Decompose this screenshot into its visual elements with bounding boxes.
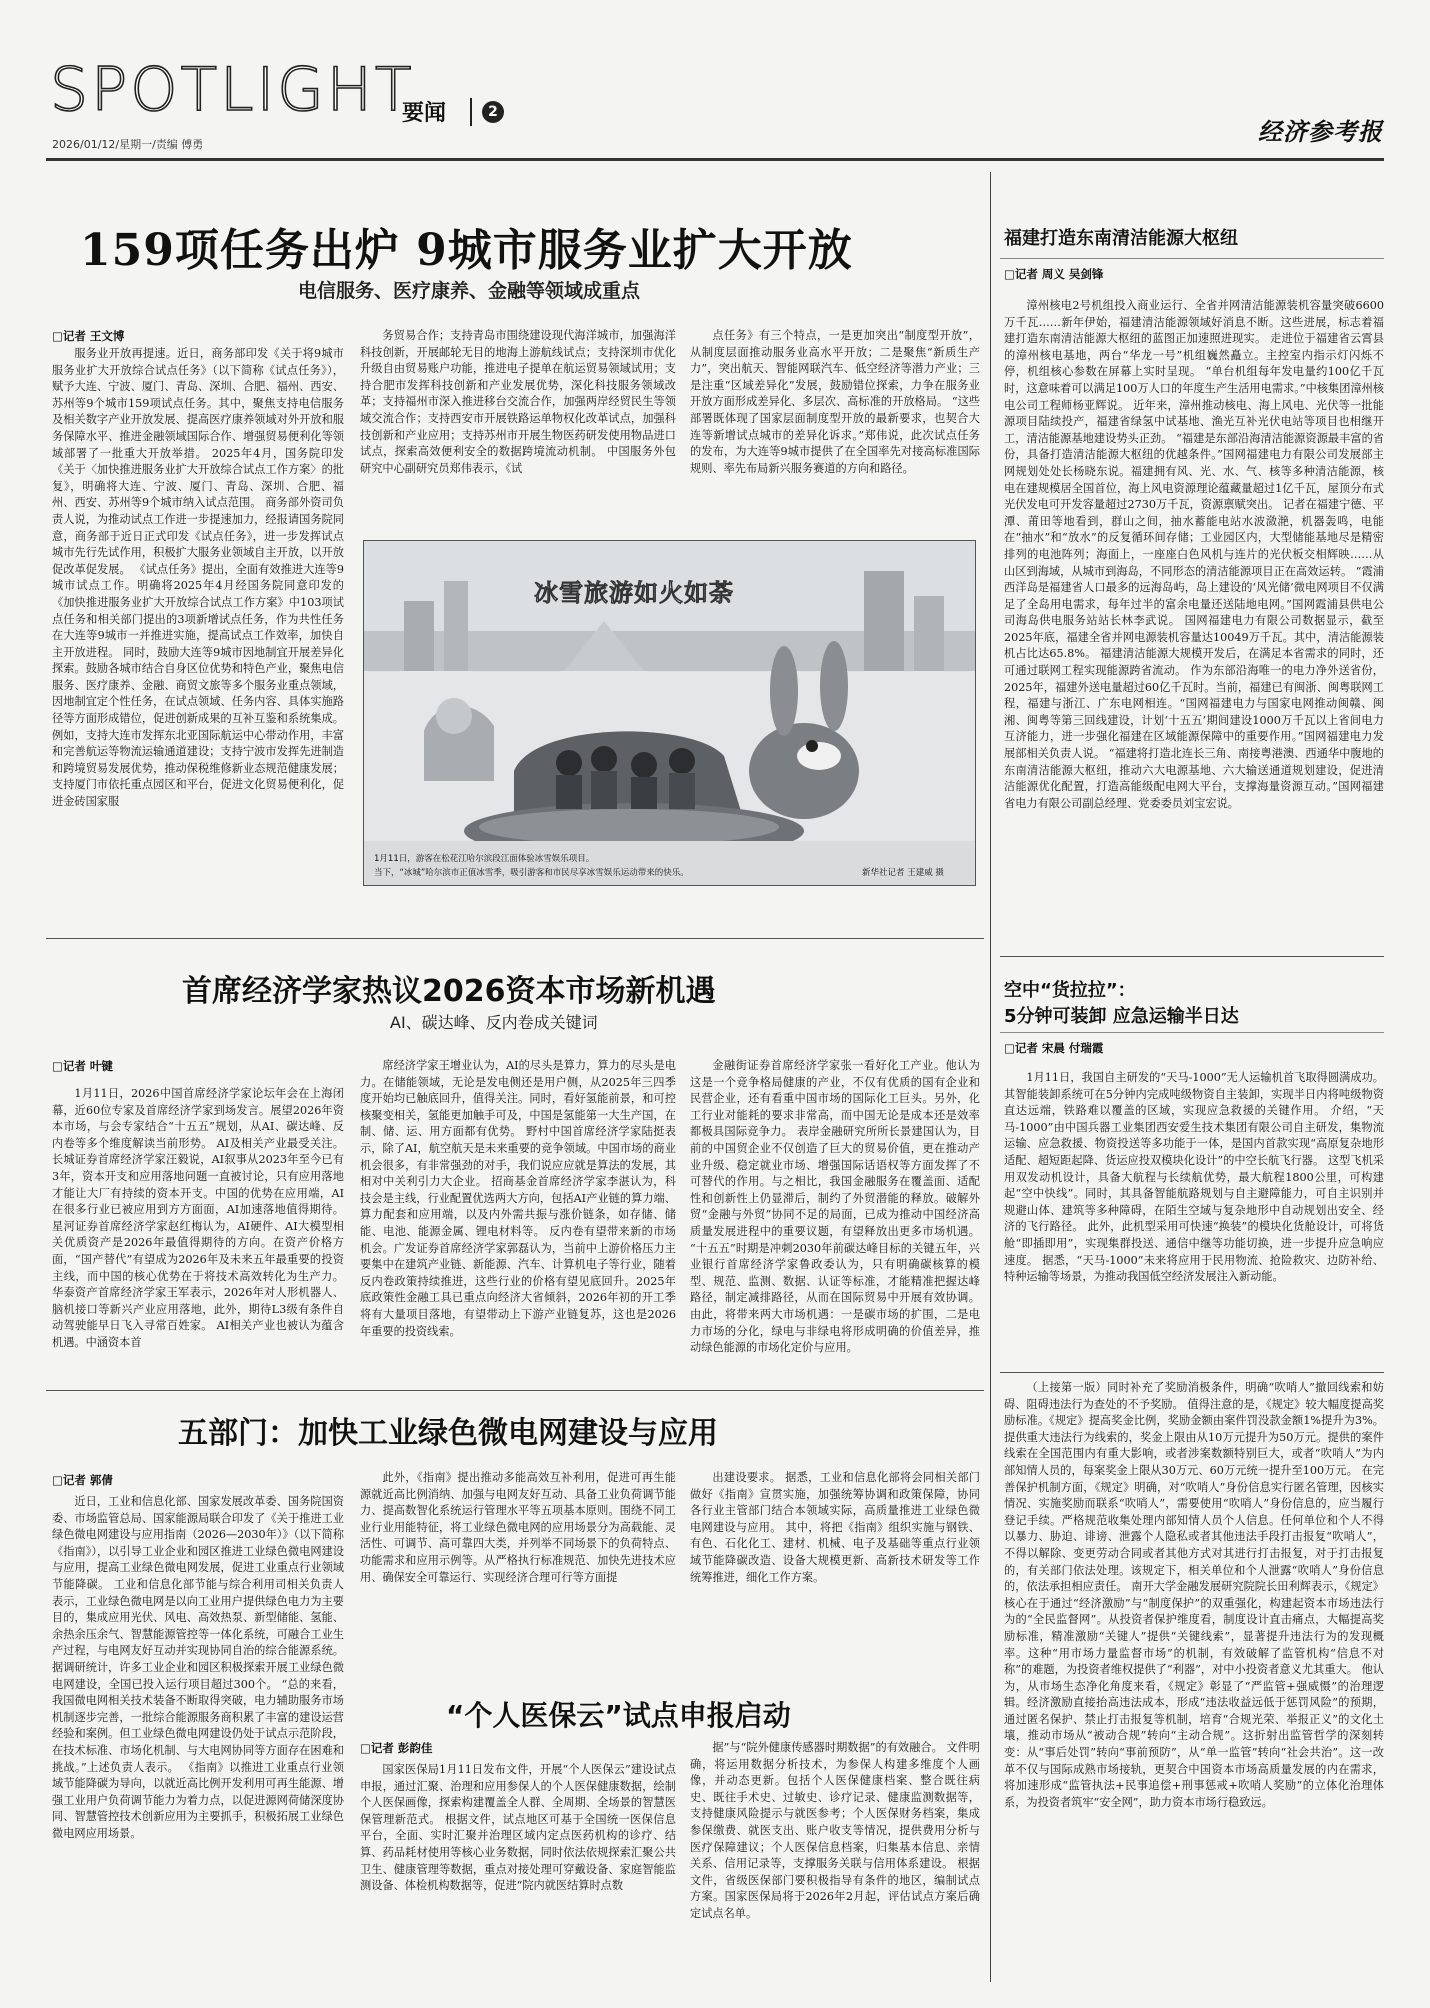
story1-column-1: 服务业开放再提速。近日，商务部印发《关于将9城市服务业扩大开放综合试点任务》（以下简称《试点任务》），赋予大连、宁波、厦门、青岛、深圳、合肥、福州、西安、苏州等9个城市159项试点任务。其中，聚焦支持电信服务及相关数字产业开放发展、提高医疗康养领域对外开放和服务保障水平、推进金融领域国际合作、增强贸易便利化等领域部署了一批重大开放举措。 2025年4月，国务院印发《关于〈加快推进服务业扩大开放综合试点工作方案〉的批复》，明确将大连、宁波、厦门、青岛、深圳、合肥、福州、西安、苏州等9个城市纳入试点范围。 商务部外资司负责人说，为推动试点工作进一步提速加力，经报请国务院同意，商务部于近日正式印发《试点任务》，进一步发挥试点城市先行先试作用，积极扩大服务业领域自主开放，以开放促改革促发展。 《试点任务》提出，全面有效推进大连等9城市试点工作。明确将2025年4月经国务院同意印发的《加快推进服务业扩大开放综合试点工作方案》中103项试点任务和相关部门提出的3项新增试点任务，作为共性任务在大连等9城市一并推进实施，提高试点工作效率，加快自主开放进程。 同时，鼓励大连等9城市因地制宜开展差异化探索。鼓励各城市结合自身区位优势和特色产业，聚焦电信服务、医疗康养、金融、商贸文旅等多个服务业重点领域，因地制宜定个性任务，在试点领域、任务内容、具体实施路径等方面形成错位，促进创新成果的互补互鉴和系统集成。 例如，支持大连市发挥东北亚国际航运中心带动作用，丰富和完善航运等物流运输通道建设；支持宁波市发挥先进制造和跨境贸易发展优势，推动保税维修新业态规范健康发展；支持厦门市依托重点园区和平台，促进文化贸易便利化，促进金砖国家服: [52, 347, 344, 809]
side2-bottom-rule: [1000, 1372, 1384, 1373]
story3-column-3: 出建设要求。 据悉，工业和信息化部将会同相关部门做好《指南》宣贯实施，加强统筹协调和政策保障，协同各行业主管部门结合本领域实际，高质量推进工业绿色微电网建设与应用。 其中，将把《指南》组织实施与钢铁、有色、石化化工、建材、机械、电子及基础等重点行业领域节能降碳改造、设备大规模更新、高新技术研发等工作统筹推进，细化工作方案。: [690, 1471, 980, 1584]
story1-bottom-rule: [46, 938, 984, 939]
story2-headline: 首席经济学家热议2026资本市场新机遇: [182, 974, 716, 1009]
story3-byline: □记者 郭倩: [52, 1473, 113, 1487]
story2-column-3: 金融街证券首席经济学家张一看好化工产业。他认为这是一个竞争格局健康的产业，不仅有优质的国有企业和民营企业，还有看重中国市场的国际化工巨头。另外，化工行业对能耗的要求非常高，而中国无论是成本还是效率都极具国际竞争力。 表岸金融研究所所长景建国认为，目前的中国贸企业不仅创造了巨大的贸易价值，更在推动产业升级、稳定就业市场、增强国际话语权等方面发挥了不可替代的作用。与之相比，我国金融服务在覆盖面、适配性和创新性上仍显滞后，制约了外贸潜能的释放。破解外贸“金融与外贸”协同不足的局面，已成为推动中国经济高质量发展进程中的重要议题，有望释放出更多市场机遇。 “十五五”时期是冲刺2030年前碳达峰目标的关键五年，兴业银行首席经济学家鲁政委认为，只有明确碳核算的模型、规范、监测、数据、认证等标准，才能精准把握达峰路径，制定减排路径，从而在国际贸易中开展有效协调。由此，将带来两大市场机遇：一是碳市场的扩围，二是电力市场的分化，绿电与非绿电将形成明确的价值差异，推动绿色能源的市场化定价与应用。: [690, 1059, 980, 1355]
story1-byline: □记者 王文博: [52, 329, 125, 343]
story2-subhead: AI、碳达峰、反内卷成关键词: [390, 1013, 598, 1032]
story1-column-2: 务贸易合作；支持青岛市围绕建设现代海洋城市，加强海洋科技创新，开展邮轮无目的地海上游航线试点；支持深圳市优化升级自由贸易账户功能，推进电子提单在航运贸易领域试用；支持合肥市发挥科技创新和产业发展优势，深化科技服务领域改革；支持福州市深入推进移台交流合作，加强两岸经贸民生等领域交流合作；支持西安市开展铁路运单物权化改革试点，加强科技创新和产业应用；支持苏州市开展生物医药研发使用物品进口试点，探索高效便利安全的数据跨境流动机制。 中国服务外包研究中心副研究员郑伟表示，《试: [360, 329, 676, 475]
masthead-rule: [46, 158, 1384, 161]
story4-column-1: 国家医保局1月11日发布文件，开展“个人医保云”建设试点申报，通过汇聚、治理和应用参保人的个人医保健康数据，绘制个人医保画像，探索构建覆盖全人群、全周期、全场景的智慧医保管理新范式。 根据文件，试点地区可基于全国统一医保信息平台，全面、实时汇聚并治理区域内定点医药机构的诊疗、结算、药品耗材使用等核心业务数据，同时依法依规探索汇聚公共卫生、健康管理等数据，重点对接处理可穿戴设备、家庭智能监测设备、体检机构数据等，促进“院内就医结算时点数: [360, 1763, 676, 1893]
photo-caption-line1: 1月11日，游客在松花江哈尔滨段江面体验冰雪娱乐项目。: [374, 854, 595, 864]
story3-column-1: 近日，工业和信息化部、国家发展改革委、国务院国资委、市场监管总局、国家能源局联合印发了《关于推进工业绿色微电网建设与应用指南（2026—2030年）》（以下简称《指南》），以引导工业企业和园区推进工业绿色微电网建设与应用，提高工业绿色微电网发展，促进工业重点行业领域节能降碳。 工业和信息化部节能与综合利用司相关负责人表示，工业绿色微电网是以向工业用户提供绿色电力为主要目的，集成应用光伏、风电、高效热泵、新型储能、氢能、余热余压余气、智慧能源管控等一体化系统，可融合工业生产过程，与电网友好互动并实现协同自治的综合能源系统。据调研统计，许多工业企业和园区积极探索开展工业绿色微电网建设，全国已投入运行项目超过300个。 “总的来看，我国微电网相关技术装备不断取得突破，电力辅助服务市场机制逐步完善，一批综合能源服务商积累了丰富的建设运营经验和案例。但工业绿色微电网建设仍处于试点示范阶段，在技术标准、市场化机制、与大电网协同等方面存在困难和挑战。”上述负责人表示。 《指南》以推进工业重点行业领域节能降碳为导向，以就近高比例开发利用可再生能源、增强工业用户负荷调节能力为着力点，以促进源网荷储深度协同、智慧管控技术创新应用为主要抓手，积极拓展工业绿色微电网应用场景。: [52, 1495, 344, 1840]
sidebar-divider: [990, 172, 991, 1982]
story4-column-2: 据”与“院外健康传感器时期数据”的有效融合。 文件明确，将运用数据分析技术，为参保人构建多维度个人画像，并动态更新。包括个人医保健康档案、整合既往病史、既往手术史、过敏史、诊疗记录、健康监测数据等，支持健康风险提示与就医参考；个人医保财务档案，集成参保缴费、就医支出、账户收支等情况，提供费用分析与医疗保障建议；个人医保信息档案，归集基本信息、亲情关系、信用记录等，支撑服务关联与信用体系建设。 根据文件，省级医保部门要积极指导有条件的地区，编制试点方案。国家医保局将于2026年2月起，评估试点方案后确定试点名单。: [690, 1741, 980, 1920]
story2-column-2: 席经济学家王增业认为，AI的尽头是算力，算力的尽头是电力。在储能领域，无论是发电侧还是用户侧，从2025年三四季度开始均已触底回升，值得关注。同时，看好氢能前景，和可控核聚变相关，氢能更加触手可及，中国是氢能第一大生产国，在制、储、运、用方面都有优势。 野村中国首席经济学家陆挺表示，除了AI，航空航天是未来重要的竞争领域。中国市场的商业机会很多，有非常强劲的对手，我们说应应就是算法的发展，其相对中关利引力大企业。 招商基金首席经济学家李湛认为，科技会是主线，行业配置优选两大方向，包括AI产业链的算力端、算力配套和应用端，以及内外需共振与涨价链条，如存储、储能、电池、能源金属、锂电材料等。 反内卷有望带来新的市场机会。广发证券首席经济学家郭磊认为，当前中上游价格压力主要集中在建筑产业链、新能源、汽车、计算机电子等行业，随着反内卷政策持续推进，这些行业的价格有望见底回升。2025年底政策性金融工具已重点向经济大省倾斜，2026年初的开工季将有大量项目落地，有望带动上下游产业链复苏，这也是2026年重要的投资线索。: [360, 1059, 676, 1338]
story3-headline: 五部门：加快工业绿色微电网建设与应用: [178, 1416, 718, 1451]
story1-subhead: 电信服务、医疗康养、金融等领域成重点: [298, 280, 641, 302]
side3-continuation-body: （上接第一版）同时补充了奖励消极条件，明确“吹哨人”撤回线索和妨碍、阻碍违法行为查处的不予奖励。 值得注意的是，《规定》较大幅度提高奖励标准。《规定》提高奖金比例，奖励金额由案件罚没款金额1%提升为3%。提供重大违法行为线索的，奖金上限由从10万元提升为50万元。提供的案件线索在全国范围内有重大影响，或者涉案数额特别巨大，或者“吹哨人”为内部知情人员的，每案奖金上限从30万元、60万元统一提升至100万元。 在完善保护机制方面，《规定》明确，对“吹哨人”身份信息实行匿名管理，因核实情况、实施奖励而联系“吹哨人”，需要使用“吹哨人”身份信息的，应当履行登记手续。严格规范收集处理内部知情人员个人信息。任何单位和个人不得以暴力、胁迫、诽谤、泄露个人隐私或者其他违法手段打击报复“吹哨人”，不得以解除、变更劳动合同或者其他方式对其进行打击报复，对于打击报复的，有关部门依法处理。该规定下，相关单位和个人泄露“吹哨人”身份信息的，依法承担相应责任。 南开大学金融发展研究院院长田利辉表示，《规定》核心在于通过“经济激励”与“制度保护”的双重强化，构建起资本市场违法行为的“全民监督网”。从投资者保护维度看，制度设计直击痛点，大幅提高奖励标准，精准激励“关键人”提供“关键线索”，显著提升违法行为的发现概率。这种“用市场力量监督市场”的机制，有效破解了监管机构“信息不对称”的难题，为投资者维权提供了“利器”，对中小投资者意义尤其重大。 他认为，从市场生态净化角度来看，《规定》彰显了“严监管+强威慑”的治理逻辑。经济激励直接抬高违法成本，形成“违法收益远低于惩罚风险”的预期，通过匿名保护、禁止打击报复等机制，培育“合规光荣、举报正义”的文化土壤，推动市场从“被动合规”转向“主动合规”。这折射出监管哲学的深刻转变：从“事后处罚”转向“事前预防”，从“单一监管”转向“社会共治”。这一改革不仅与国际成熟市场接轨，更契合中国资本市场高质量发展的内在需求，将加速形成“监管执法+民事追偿+刑事惩戒+吹哨人奖励”的立体化治理体系，为投资者筑牢“安全网”，助力资本市场行稳致远。: [1004, 1381, 1384, 1809]
side1-body: 漳州核电2号机组投入商业运行、全省并网清洁能源装机容量突破6600万千瓦……新年伊始，福建清洁能源领域好消息不断。这些进展，标志着福建打造东南清洁能源大枢纽的蓝图正加速照进现实。 走进位于福建省云霄县的漳州核电基地，两台“华龙一号”机组巍然矗立。主控室内指示灯闪烁不停，机组核心参数在屏幕上实时呈现。 “单台机组每年发电量约100亿千瓦时，这意味着可以满足100万人口的年度生产生活用电需求。”中核集团漳州核电公司工程师杨亚辉说。 近年来，漳州推动核电、海上风电、光伏等一批能源项目陆续投产，福建省绿氢中试基地、渔光互补光伏电站等项目也相继开工，清洁能源基地建设势头正劲。 “福建是东部沿海清洁能源资源最丰富的省份，具备打造清洁能源大枢纽的优越条件。”国网福建电力有限公司发展部主网规划处处长杨晓东说。福建拥有风、光、水、气、核等多种清洁能源，核电在建规模居全国首位，海上风电资源理论蕴藏量超过1亿千瓦，屋顶分布式光伏发电可开发容量超过2730万千瓦，资源禀赋突出。 记者在福建宁德、平潭、莆田等地看到，群山之间，抽水蓄能电站水波潋滟，机器轰鸣，电能在“抽水”和“放水”的反复循环间存储；工业园区内，大型储能基地尽是精密排列的电池阵列；海面上，一座座白色风机与连片的光伏板交相辉映……从山区到海域，从城市到海岛，不同形态的清洁能源项目正在高效运转。 “霞浦西洋岛是福建省人口最多的远海岛屿，岛上建设的‘风光储’微电网项目不仅满足了全岛用电需求，每年过半的富余电量还送陆地电网。”国网霞浦县供电公司海岛供电服务站站长林李武说。 国网福建电力有限公司数据显示，截至2025年底，福建全省并网电源装机容量达10049万千瓦。其中，清洁能源装机占比达65.8%。 福建清洁能源大规模开发后，在满足本省需求的同时，还可通过联网工程实现能源跨省流动。 作为东部沿海唯一的电力净外送省份，2025年，福建外送电量超过60亿千瓦时。当前，福建已有闽浙、闽粤联网工程，福建与浙江、广东电网相连。“国网福建电力与国家电网推动闽赣、闽湘、闽粤等第三回线建设，计划‘十五五’期间建设1000万千瓦以上省间电力互济能力，进一步强化福建在区域能源保障中的重要作用。”国网福建电力发展部相关负责人说。 “福建将打造北连长三角、南接粤港澳、西通华中腹地的东南清洁能源大枢纽，推动六大电源基地、六大输送通道规划建设，促进清洁能源优化配置，打造高能级配电网大平台，支撑海量资源互动。”国网福建省电力有限公司副总经理、党委委员刘宝宏说。: [1004, 299, 1384, 810]
photo-title: 冰雪旅游如火如荼: [534, 579, 734, 607]
section-name-en: SPOTLIGHT: [50, 55, 415, 125]
side1-rule: [1000, 258, 1384, 259]
side1-byline: □记者 周义 吴剑锋: [1004, 267, 1104, 281]
side2-headline-line2: 5分钟可装卸 应急运输半日达: [1004, 1006, 1239, 1027]
side1-headline: 福建打造东南清洁能源大枢纽: [1004, 228, 1238, 249]
story1-headline: 159项任务出炉 9城市服务业扩大开放: [80, 225, 853, 276]
news-photo: [363, 540, 976, 886]
story3-column-2: 此外，《指南》提出推动多能高效互补利用，促进可再生能源就近高比例消纳、加强与电网友好互动、具备工业负荷调节能力、提高数智化系统运行管理水平等五项基本原则。围绕不同工业行业用能特征，将工业绿色微电网的应用场景分为高载能、灵活性、可调节、高可靠四大类，并列举不同场景下的负荷特点、功能需求和应用示例等。从严格执行标准规范、加快先进技术应用、确保安全可靠运行、实现经济合理可行等方面提: [360, 1471, 676, 1584]
side2-body: 1月11日，我国自主研发的“天马-1000”无人运输机首飞取得圆满成功。其智能装卸系统可在5分钟内完成吨级物资自主装卸，实现半日内将吨级物资直达远端，铁路难以覆盖的区域，实现应急救援的关键作用。 介绍，“天马-1000”由中国兵器工业集团西安爱生技术集团有限公司自主研发，集物流运输、应急救援、物资投送等多功能于一体，是国内首款实现“高原复杂地形适配、超短距起降、货运应投双模块化设计”的中空长航飞行器。 这型飞机采用双发动机设计，具备大航程与长续航优势，最大航程1800公里，可构建起“空中快线”。同时，其具备智能航路规划与自主避障能力，可自主识别并规避山体、建筑等多种障碍，在陌生空域与复杂地形中自动规划出安全、经济的飞行路径。 此外，此机型采用可快速“换装”的模块化货舱设计，可将货舱“即插即用”，实现集群投送、通信中继等功能切换，进一步提升应急响应速度。 据悉，“天马-1000”未来将应用于民用物流、抢险救灾、边防补给、特种运输等场景，为推动我国低空经济发展注入新动能。: [1004, 1071, 1384, 1284]
side2-headline-line1: 空中“货拉拉”：: [1004, 980, 1136, 1001]
story1-column-3: 点任务》有三个特点，一是更加突出“制度型开放”，从制度层面推动服务业高水平开放；二是聚焦“新质生产力”，突出航天、智能网联汽车、低空经济等潜力产业；三是注重“区域差异化”发展，鼓励错位探索，力争在服务业开放方面形成差异化、多层次、高标准的开放格局。 “这些部署既体现了国家层面制度型开放的最新要求，也契合大连等新增试点城市的差异化诉求。”郑伟说，此次试点任务的发布，为大连等9城市提供了在全国率先对接高标准国际规则、率先布局新兴服务赛道的方向和路径。: [690, 329, 980, 475]
side1-bottom-rule: [1000, 956, 1384, 957]
photo-caption-line2: 当下，“冰城”哈尔滨市正值冰雪季，吸引游客和市民尽享冰雪娱乐运动带来的快乐。: [374, 868, 689, 878]
side2-byline: □记者 宋晨 付瑞霞: [1004, 1041, 1104, 1055]
story4-byline: □记者 彭韵佳: [360, 1741, 433, 1755]
side2-rule: [1000, 1032, 1384, 1033]
section-name-cn: 要闻: [402, 101, 447, 126]
story4-headline: “个人医保云”试点申报启动: [446, 1699, 791, 1732]
page-number: 2: [482, 101, 504, 123]
story2-bottom-rule: [46, 1390, 984, 1391]
header-divider: [470, 98, 472, 126]
story2-column-1: 1月11日，2026中国首席经济学家论坛年会在上海闭幕，近60位专家及首席经济学家到场发言。展望2026年资本市场，与会专家结合“十五五”规划，从AI、碳达峰、反内卷等多个维度解读当前形势。 AI及相关产业最受关注。长城证券首席经济学家汪毅说，AI叙事从2023年至今已有3年，资本开支和应用落地问题一直被讨论，只有应用落地才能让大厂有持续的资本开支。中国的优势在应用端，AI在很多行业已被应用到方方面面，AI加速落地值得期待。 星河证券首席经济学家赵红梅认为，AI硬件、AI大模型相关优质资产是2026年最值得期待的方向。在资产价格方面，“国产替代”有望成为2026年及未来五年最重要的投资主线，而中国的核心优势在于将技术高效转化为生产力。 华泰资产首席经济学家王军表示，2026年对人形机器人、脑机接口等新兴产业应用落地，此外，期待L3级有条件自动驾驶能早日飞入寻常百姓家。 AI相关产业也被认为蕴含机遇。中涵资本首: [52, 1087, 344, 1349]
story2-byline: □记者 叶键: [52, 1059, 113, 1073]
photo-credit: 新华社记者 王建威 摄: [862, 868, 944, 878]
dateline: 2026/01/12/星期一/责编 傅勇: [52, 138, 204, 151]
paper-name-logo: 经济参考报: [1258, 117, 1383, 146]
